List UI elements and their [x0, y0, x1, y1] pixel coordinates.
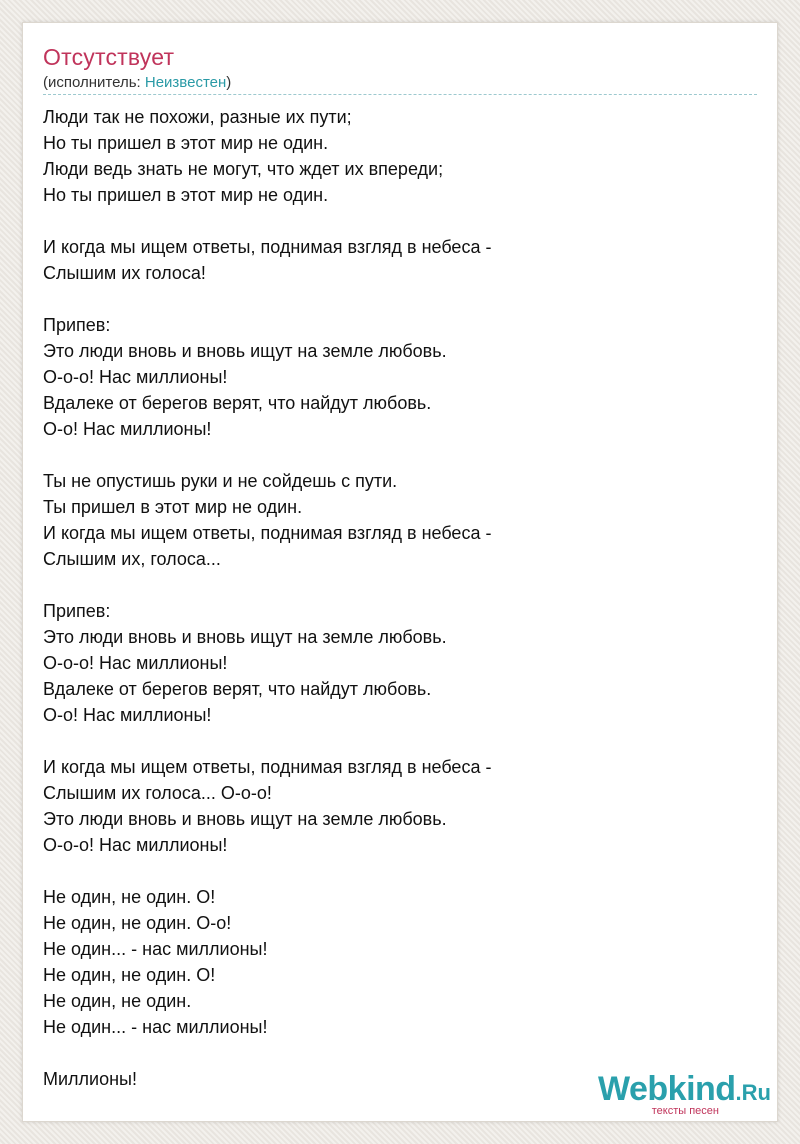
lyrics-card [22, 22, 778, 1122]
logo-main-text: Webkind [598, 1070, 736, 1108]
lyric-line: Ты не опустишь руки и не сойдешь с пути. [43, 471, 398, 491]
lyric-line: Не один, не один. О! [43, 965, 216, 985]
lyric-line: И когда мы ищем ответы, поднимая взгляд в небеса - [43, 237, 492, 257]
lyric-line: Это люди вновь и вновь ищут на земле любовь. [43, 809, 447, 829]
artist-suffix: ) [226, 74, 232, 91]
artist-prefix: (исполнитель: [43, 74, 145, 91]
lyric-line: Припев: [43, 601, 111, 621]
lyric-blank-line [43, 286, 743, 312]
lyric-blank-line [43, 1040, 743, 1066]
lyric-line: И когда мы ищем ответы, поднимая взгляд в небеса - [43, 757, 492, 777]
lyric-line: О-о-о! Нас миллионы! [43, 367, 228, 387]
artist-line [43, 73, 231, 93]
lyric-blank-line [43, 858, 743, 884]
lyric-blank-line [43, 728, 743, 754]
lyric-line: Ты пришел в этот мир не один. [43, 497, 303, 517]
title-divider [43, 94, 757, 95]
lyrics-text [43, 104, 743, 1092]
lyric-line: О-о-о! Нас миллионы! [43, 835, 228, 855]
lyric-line: Это люди вновь и вновь ищут на земле любовь. [43, 341, 447, 361]
lyric-line: Миллионы! [43, 1069, 137, 1089]
logo-tagline: тексты песен [651, 1105, 719, 1117]
lyric-line: О-о! Нас миллионы! [43, 419, 212, 439]
artist-link[interactable]: Неизвестен [144, 74, 227, 91]
lyric-line: Но ты пришел в этот мир не один. [43, 185, 329, 205]
site-logo[interactable] [575, 1071, 771, 1119]
lyric-line: Вдалеке от берегов верят, что найдут любовь. [43, 393, 432, 413]
logo-domain-suffix: .Ru [735, 1080, 771, 1105]
lyric-line: Это люди вновь и вновь ищут на земле любовь. [43, 627, 447, 647]
lyric-line: О-о! Нас миллионы! [43, 705, 212, 725]
song-title: Отсутствует [43, 44, 175, 70]
lyric-blank-line [43, 572, 743, 598]
lyric-line: Слышим их, голоса... [43, 549, 221, 569]
lyric-line: Не один, не один. О-о! [43, 913, 232, 933]
lyric-line: Вдалеке от берегов верят, что найдут любовь. [43, 679, 432, 699]
lyric-line: Припев: [43, 315, 111, 335]
lyric-line: И когда мы ищем ответы, поднимая взгляд в небеса - [43, 523, 492, 543]
lyric-line: Люди ведь знать не могут, что ждет их впереди; [43, 159, 444, 179]
lyric-line: Люди так не похожи, разные их пути; [43, 107, 352, 127]
lyric-line: Не один, не один. О! [43, 887, 216, 907]
lyric-line: Не один... - нас миллионы! [43, 939, 268, 959]
lyric-line: О-о-о! Нас миллионы! [43, 653, 228, 673]
lyric-line: Но ты пришел в этот мир не один. [43, 133, 329, 153]
lyric-blank-line [43, 442, 743, 468]
lyric-blank-line [43, 208, 743, 234]
lyric-line: Слышим их голоса... О-о-о! [43, 783, 272, 803]
lyric-line: Не один, не один. [43, 991, 192, 1011]
lyric-line: Не один... - нас миллионы! [43, 1017, 268, 1037]
lyric-line: Слышим их голоса! [43, 263, 206, 283]
